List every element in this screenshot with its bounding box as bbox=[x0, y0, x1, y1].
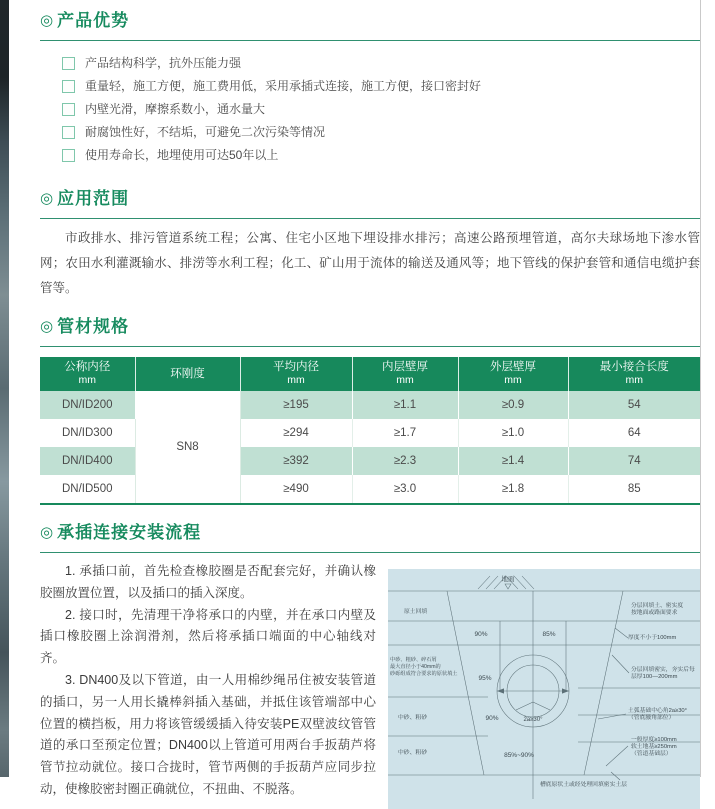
section-title-text: 产品优势 bbox=[57, 11, 130, 30]
label-left-4: 中砂、粗砂 bbox=[398, 750, 427, 756]
label-right-5a: 一般厚度≥100mm bbox=[631, 737, 677, 743]
list-item bbox=[62, 125, 700, 140]
checkbox-bullet-icon bbox=[62, 149, 75, 162]
label-right-4a: 土弧基础中心角2a≥30° bbox=[628, 708, 687, 714]
section-title-installation bbox=[40, 505, 700, 553]
page-right-border bbox=[700, 0, 701, 777]
table-row bbox=[40, 391, 700, 419]
compaction-pct-3: 95% bbox=[478, 675, 492, 682]
label-ground: 地面 bbox=[501, 576, 515, 583]
col-header: 外层壁厚 mm bbox=[458, 357, 568, 391]
cell-value: ≥2.3 bbox=[352, 447, 458, 475]
compaction-pct-1: 90% bbox=[474, 631, 488, 638]
list-item-text: 内壁光滑，摩擦系数小，通水量大 bbox=[85, 102, 266, 116]
col-header: 最小接合长度 mm bbox=[568, 357, 700, 391]
cell-value: 54 bbox=[568, 391, 700, 419]
trench-diagram bbox=[388, 561, 700, 809]
list-item bbox=[62, 79, 700, 94]
cell-value: 85 bbox=[568, 475, 700, 504]
section-bullet-icon: ◎ bbox=[40, 318, 54, 335]
list-item bbox=[62, 102, 700, 117]
label-right-5b: 软土地基≥250mm bbox=[631, 744, 677, 750]
cell-value: 74 bbox=[568, 447, 700, 475]
list-item-text: 重量轻，施工方便，施工费用低，采用承插式连接，施工方便，接口密封好 bbox=[85, 79, 482, 93]
label-right-5c: （管道基础层） bbox=[631, 751, 672, 757]
cell-value: ≥490 bbox=[240, 475, 352, 504]
cell-nominal-diameter: DN/ID400 bbox=[40, 447, 135, 475]
spec-table bbox=[40, 357, 700, 505]
page-left-photo-edge bbox=[0, 0, 9, 777]
cell-nominal-diameter: DN/ID300 bbox=[40, 419, 135, 447]
installation-steps bbox=[40, 561, 376, 809]
section-title-text: 管材规格 bbox=[57, 317, 130, 336]
cell-value: ≥1.1 bbox=[352, 391, 458, 419]
cell-ring-stiffness: SN8 bbox=[135, 391, 240, 504]
page-content bbox=[40, 0, 700, 809]
checkbox-bullet-icon bbox=[62, 126, 75, 139]
list-item-text: 产品结构科学，抗外压能力强 bbox=[85, 56, 242, 70]
list-item-text: 耐腐蚀性好，不结垢，可避免二次污染等情况 bbox=[85, 125, 326, 139]
installation-step-3: 3. DN400及以下管道，由一人用棉纱绳吊住被安装管道的插口，另一人用长撬棒斜插入基础，并抵住该管端部中心位置的横挡板，用力将该管缓缓插入待安装PE双壁波纹管管道的承口至预定位置；DN400以上管道可用两台手扳葫芦将管节拉动就位。接口合拢时，管节两侧的手扳葫芦应同步拉动，使橡胶密封圈正确就位，不扭曲、不脱落。 bbox=[40, 672, 376, 796]
cell-value: 64 bbox=[568, 419, 700, 447]
col-header: 公称内径 mm bbox=[40, 357, 135, 391]
col-header: 内层壁厚 mm bbox=[352, 357, 458, 391]
label-left-3: 中砂、粗砂 bbox=[398, 715, 427, 721]
installation-section-body bbox=[40, 561, 700, 809]
cell-value: ≥1.0 bbox=[458, 419, 568, 447]
label-left-2c: 砂砾组成符合要求的原状填土 bbox=[390, 671, 458, 677]
section-title-text: 承插连接安装流程 bbox=[57, 523, 202, 542]
label-right-1b: 按地面或路面要求 bbox=[631, 610, 678, 616]
list-item-text: 使用寿命长，地埋使用可达50年以上 bbox=[85, 148, 279, 162]
label-left-1: 原土回填 bbox=[404, 609, 428, 615]
installation-step-1: 1. 承插口前，首先检查橡胶圈是否配套完好，并确认橡胶圈放置位置，以及插口的插入深度。 bbox=[40, 564, 376, 600]
label-right-1a: 分层回填土、密实度 bbox=[631, 603, 684, 609]
compaction-pct-4: 90% bbox=[485, 715, 499, 722]
cell-value: ≥0.9 bbox=[458, 391, 568, 419]
cell-value: ≥392 bbox=[240, 447, 352, 475]
col-header: 平均内径 mm bbox=[240, 357, 352, 391]
haunch-angle-label: 2a≥30° bbox=[523, 717, 543, 723]
label-left-2a: 中砂、粗砂、碎石屑 bbox=[390, 657, 437, 663]
list-item bbox=[62, 56, 700, 71]
section-title-specs bbox=[40, 301, 700, 347]
section-bullet-icon: ◎ bbox=[40, 12, 54, 29]
cell-value: ≥195 bbox=[240, 391, 352, 419]
spec-table-header bbox=[40, 357, 700, 391]
compaction-pct-5: 85%~90% bbox=[504, 752, 534, 759]
cell-value: ≥1.7 bbox=[352, 419, 458, 447]
section-bullet-icon: ◎ bbox=[40, 190, 54, 207]
col-header: 环刚度 bbox=[135, 357, 240, 391]
checkbox-bullet-icon bbox=[62, 57, 75, 70]
label-right-3a: 分层回填密实，夯实后每 bbox=[631, 667, 695, 673]
label-right-4b: （管底腋角部位） bbox=[628, 715, 675, 721]
checkbox-bullet-icon bbox=[62, 80, 75, 93]
section-title-text: 应用范围 bbox=[57, 189, 130, 208]
section-title-application bbox=[40, 171, 700, 219]
cell-value: ≥1.8 bbox=[458, 475, 568, 504]
section-title-advantages bbox=[40, 0, 700, 41]
cell-value: ≥3.0 bbox=[352, 475, 458, 504]
cell-nominal-diameter: DN/ID500 bbox=[40, 475, 135, 504]
label-bottom: 槽底原状土或经处理回填密实土层 bbox=[540, 782, 627, 788]
installation-step-2: 2. 接口时，先清理干净将承口的内壁，并在承口内壁及插口橡胶圈上涂润滑剂，然后将承插口端面的中心轴线对齐。 bbox=[40, 607, 376, 666]
label-right-2: 厚度不小于100mm bbox=[628, 635, 677, 641]
cell-value: ≥1.4 bbox=[458, 447, 568, 475]
section-bullet-icon: ◎ bbox=[40, 524, 54, 541]
advantages-list bbox=[62, 56, 700, 163]
trench-cross-section-diagram bbox=[388, 569, 700, 809]
cell-nominal-diameter: DN/ID200 bbox=[40, 391, 135, 419]
label-right-3b: 层厚100—200mm bbox=[631, 674, 678, 680]
compaction-pct-2: 85% bbox=[542, 631, 556, 638]
label-left-2b: 最大直径小于40mm的 bbox=[390, 664, 441, 670]
application-paragraph: 市政排水、排污管道系统工程；公寓、住宅小区地下埋设排水排污；高速公路预埋管道，高尔夫球场地下渗水管网；农田水利灌溉输水、排涝等水利工程；化工、矿山用于流体的输送及通风等；地下管线的保护套管和通信电缆护套管等。 bbox=[40, 231, 700, 295]
checkbox-bullet-icon bbox=[62, 103, 75, 116]
list-item bbox=[62, 148, 700, 163]
cell-value: ≥294 bbox=[240, 419, 352, 447]
